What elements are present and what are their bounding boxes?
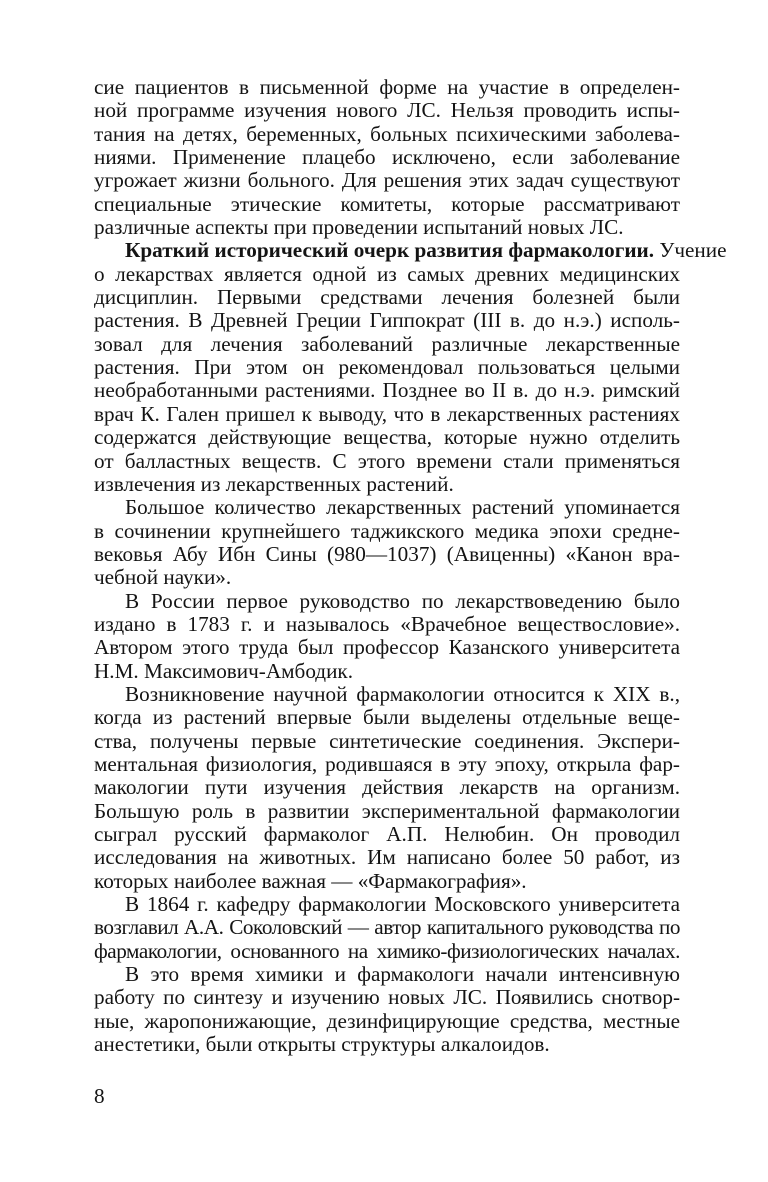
text-line: Большое количество лекарственных растений упоминается [125, 495, 680, 520]
text-line: сие пациентов в письменной форме на участие в определен- [94, 75, 680, 99]
text-line: в сочинении крупнейшего таджикского медика эпохи средне- [94, 518, 680, 543]
text-line: вековья Абу Ибн Сины (980—1037) (Авиценны) «Канон вра- [94, 541, 680, 566]
text-line: работу по синтезу и изучению новых ЛС. Появились снотвор- [94, 985, 680, 1010]
text-line: когда из растений впервые были выделены отдельные веще- [94, 705, 680, 730]
text-line: макологии пути изучения действия лекарств на организм. [94, 775, 680, 800]
text-line-with-heading [94, 238, 727, 263]
text-line: зовал для лечения заболеваний различные лекарственные [94, 331, 680, 356]
text-line: В России первое руководство по лекарствоведению было [125, 588, 680, 613]
paragraph-history [94, 238, 727, 496]
text-line: ства, получены первые синтетические соединения. Экспери- [94, 728, 680, 753]
paragraph-russia [94, 590, 680, 683]
paragraph-moscow-department [94, 893, 680, 963]
text-line: извлечения из лекарственных растений. [94, 471, 454, 496]
text-line: необработанными растениями. Позднее во II в. до н.э. римский [94, 378, 680, 403]
text-line: которых наиболее важная — «Фармакография». [94, 868, 527, 893]
text-line: Н.М. Максимович-Амбодик. [94, 658, 354, 683]
text-line: угрожает жизни больного. Для решения этих задач существуют [94, 168, 680, 193]
text-line: исследования на животных. Им написано более 50 работ, из [94, 845, 680, 870]
text-line: чебной науки». [94, 565, 232, 590]
text-line: анестетики, были открыты структуры алкалоидов. [94, 1032, 550, 1057]
page-body [94, 75, 727, 1057]
text-line: дисциплин. Первыми средствами лечения болезней были [94, 285, 680, 310]
heading-line-rest: Учение [654, 238, 727, 263]
text-line: ные, жаропонижающие, дезинфицирующие средства, местные [94, 1008, 680, 1033]
paragraph-ethics [94, 76, 680, 239]
text-line: растения. В Древней Греции Гиппократ (III в. до н.э.) исполь- [94, 308, 680, 333]
paragraph-avicenna [94, 496, 680, 589]
paragraph-scientific-pharmacology [94, 683, 680, 893]
text-line: о лекарствах является одной из самых древних медицинских [94, 261, 680, 286]
text-line: фармакологии, основанного на химико-физиологических началах. [94, 938, 680, 963]
text-line: врач К. Гален пришел к выводу, что в лекарственных растениях [94, 401, 680, 426]
text-line: тания на детях, беременных, больных психическими заболева- [94, 121, 680, 146]
text-line: сыграл русский фармаколог А.П. Нелюбин. Он проводил [94, 822, 680, 846]
text-line: Автором этого труда был профессор Казанского университета [94, 635, 680, 660]
text-line: В 1864 г. кафедру фармакологии Московского университета [125, 892, 680, 917]
text-line: издано в 1783 г. и называлось «Врачебное веществословие». [94, 611, 680, 636]
text-line: ментальная физиология, родившаяся в эту эпоху, открыла фар- [94, 751, 680, 776]
paragraph-synthesis [94, 963, 680, 1056]
text-line: ниями. Применение плацебо исключено, если заболевание [94, 145, 680, 170]
text-line: ной программе изучения нового ЛС. Нельзя проводить испы- [94, 98, 680, 123]
text-line: от балластных веществ. С этого времени стали применяться [94, 448, 680, 473]
section-heading: Краткий исторический очерк развития фармакологии. [125, 238, 655, 263]
text-line: специальные этические комитеты, которые рассматривают [94, 191, 680, 216]
text-line: растения. При этом он рекомендовал пользоваться целыми [94, 355, 680, 380]
text-line: Возникновение научной фармакологии относится к XIX в., [125, 681, 680, 706]
text-line: содержатся действующие вещества, которые нужно отделить [94, 425, 680, 450]
text-line: Большую роль в развитии экспериментальной фармакологии [94, 798, 680, 823]
text-line: В это время химики и фармакологи начали интенсивную [125, 962, 680, 987]
text-line: возглавил А.А. Соколовский — автор капитального руководства по [94, 915, 680, 940]
text-line: различные аспекты при проведении испытаний новых ЛС. [94, 215, 624, 240]
page-number: 8 [94, 1084, 105, 1108]
